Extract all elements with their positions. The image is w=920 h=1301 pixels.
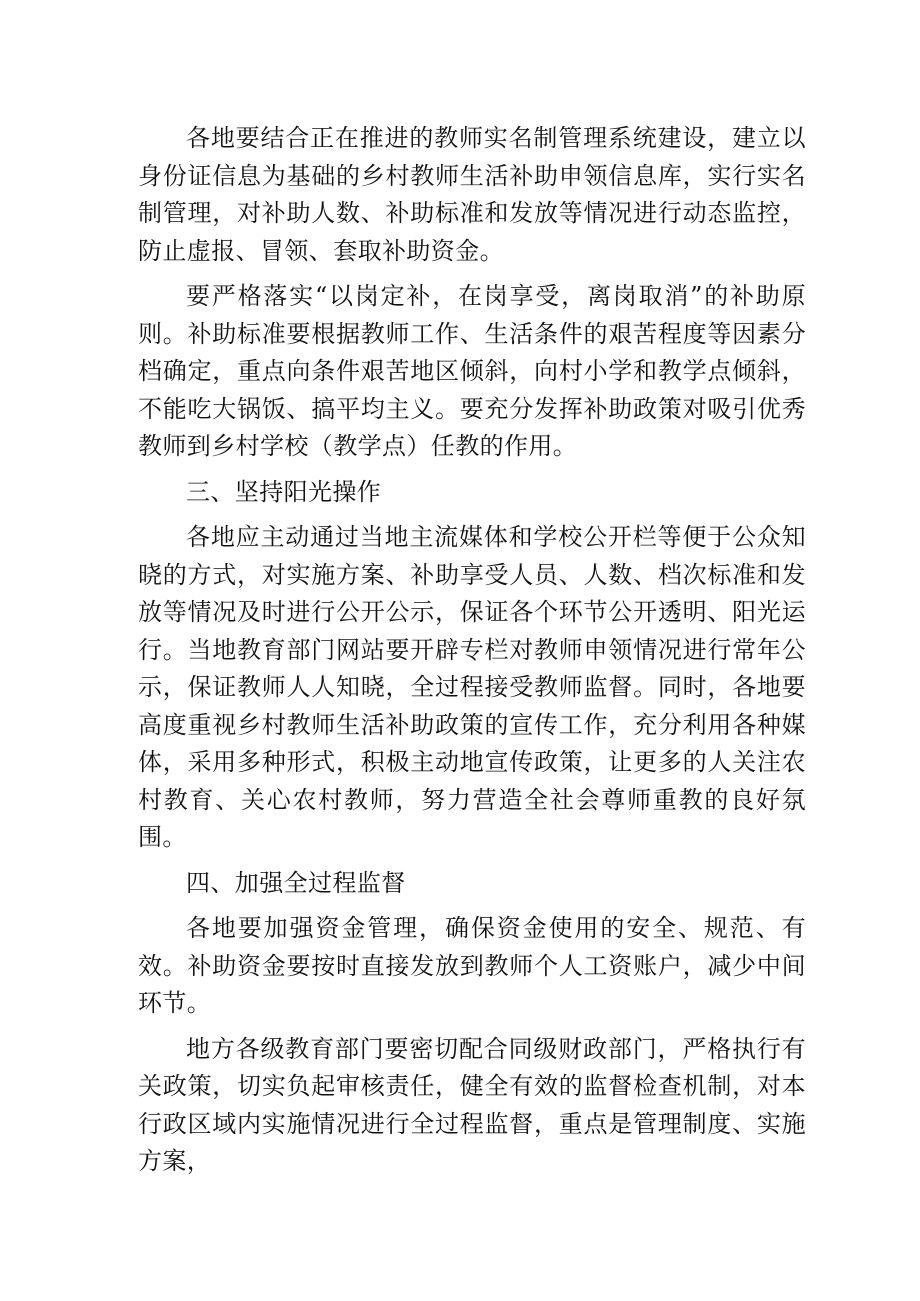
section-heading-4: 四、加强全过程监督 <box>186 868 406 897</box>
paragraph-transparency: 各地应主动通过当地主流媒体和学校公开栏等便于公众知晓的方式，对实施方案、补助享受人员、人数、档次标准和发放等情况及时进行公开公示，保证各个环节公开透明、阳光运行。当地教育部门网站要开辟专栏对教师申领情况进行常年公示，保证教师人人知晓，全过程接受教师监督。同时，各地要高度重视乡村教师生活补助政策的宣传工作，充分利用各种媒体，采用多种形式，积极主动地宣传政策，让更多的人关注农村教育、关心农村教师，努力营造全社会尊师重教的良好氛围。 <box>138 523 806 851</box>
document-page <box>138 120 806 1189</box>
paragraph-supervision: 地方各级教育部门要密切配合同级财政部门，严格执行有关政策，切实负起审核责任，健全有效的监督检查机制，对本行政区域内实施情况进行全过程监督，重点是管理制度、实施方案， <box>138 1034 806 1175</box>
paragraph-real-name-management: 各地要结合正在推进的教师实名制管理系统建设，建立以身份证信息为基础的乡村教师生活补助申领信息库，实行实名制管理，对补助人数、补助标准和发放等情况进行动态监控，防止虚报、冒领、套取补助资金。 <box>138 124 806 265</box>
paragraph-fund-management: 各地要加强资金管理，确保资金使用的安全、规范、有效。补助资金要按时直接发放到教师个人工资账户，减少中间环节。 <box>138 914 806 1017</box>
paragraph-subsidy-principle: 要严格落实“以岗定补，在岗享受，离岗取消”的补助原则。补助标准要根据教师工作、生活条件的艰苦程度等因素分档确定，重点向条件艰苦地区倾斜，向村小学和教学点倾斜，不能吃大锅饭、搞平均主义。要充分发挥补助政策对吸引优秀教师到乡村学校（教学点）任教的作用。 <box>138 282 806 460</box>
section-heading-3: 三、坚持阳光操作 <box>186 477 382 506</box>
